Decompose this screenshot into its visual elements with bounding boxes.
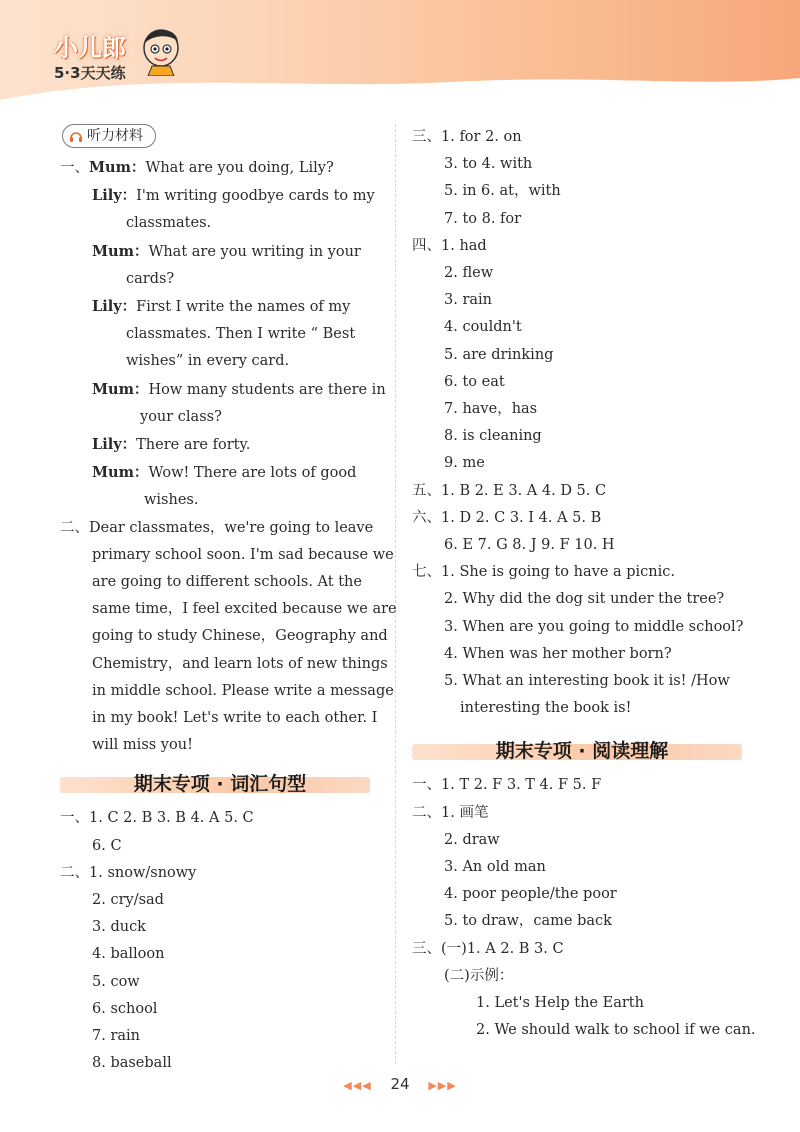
dialogue-line [60,154,380,182]
answer-line: 8. baseball [92,1055,172,1072]
right-column [412,124,756,1045]
dialogue-text: First I write the names of my [136,299,351,316]
section-number: 二、 [60,519,89,536]
answer-line: 7. have，has [444,401,538,418]
answer-line: 2. Why did the dog sit under the tree? [444,591,725,608]
dialogue-line [60,321,380,348]
dialogue-line [60,487,380,514]
answer-line: 三、1. for 2. on [412,129,522,145]
answer-line: 3. An old man [444,859,546,876]
passage-line: going to study Chinese，Geography and [92,628,388,645]
passage-line: 二、Dear classmates，we're going to leave [60,519,374,536]
column-divider [395,124,396,1064]
listening-tag-label: 听力材料 [87,128,143,144]
answers-s5: 五、1. B 2. E 3. A 4. D 5. C [412,482,607,499]
answer-line: 3. rain [444,292,492,309]
answer-line: interesting the book is! [460,700,632,717]
dialogue-line [60,210,380,237]
section-number: 二、 [60,864,89,881]
answer-line: 六、1. D 2. C 3. I 4. A 5. B [412,509,602,526]
listening-q1 [60,154,386,515]
passage-line: in my book! Let's write to each other. I [92,710,378,727]
answers-s3 [412,124,752,233]
dialogue-line [60,182,380,210]
speaker: Mum： [92,380,149,398]
answer-line: 2. We should walk to school if we can. [476,1022,756,1039]
section-number: 四、 [412,237,441,254]
dialogue-text: I'm writing goodbye cards to my [136,188,375,205]
answer-line: 5. in 6. at，with [444,183,561,200]
mascot-boy-icon [138,24,184,76]
dialogue-text: What are you doing, Lily? [145,160,334,176]
passage-line: are going to different schools. At the [92,574,362,591]
answer-line: 7. rain [92,1028,140,1045]
vocab-section-header [60,769,380,799]
dialogue-text: your class? [140,408,222,425]
dialogue-text: wishes. [144,492,199,509]
speaker: Lily： [92,436,137,454]
answer-line: (二)示例： [444,967,514,984]
left-column [60,124,397,1078]
dialogue-text: How many students are there in [148,381,386,398]
answers-s6 [412,505,752,559]
answer-line: 4. couldn't [444,319,522,336]
logo-subtitle: 5·3天天练 [54,64,126,82]
vocab-section-title: 期末专项 · 词汇句型 [133,773,307,796]
answer-line: 三、(一)1. A 2. B 3. C [412,940,564,957]
answer-line: 二、1. snow/snowy [60,864,197,881]
reading-answers [412,772,756,1044]
speaker: Mum： [92,464,149,482]
section-number: 一、 [60,160,89,176]
page-footer [0,1075,800,1093]
answer-line: 3. duck [92,919,146,936]
answer-line: 七、1. She is going to have a picnic. [412,564,676,581]
logo-title: 小儿郎 [54,34,126,62]
answer-line: 一、1. T 2. F 3. T 4. F 5. F [412,777,602,794]
answer-line: 6. C [92,837,122,854]
dialogue-text: wishes” in every card. [126,353,290,370]
dialogue-line [60,404,380,431]
speaker: Lily： [92,187,137,205]
logo [50,22,190,92]
passage-line: Chemistry，and learn lots of new things [92,655,388,672]
answer-line: 二、1. 画笔 [412,804,489,821]
answer-line: 5. are drinking [444,346,554,363]
answer-line: 4. poor people/the poor [444,886,617,903]
speaker: Mum： [89,159,146,176]
answer-line: 9. me [444,455,485,472]
answer-line: 3. to 4. with [444,156,533,173]
passage-line: same time，I feel excited because we are [92,601,397,618]
answer-line: 5. What an interesting book it is! /How [444,673,730,690]
reading-section-header [412,736,752,766]
answer-line: 7. to 8. for [444,210,522,227]
speaker: Lily： [92,298,137,316]
answer-line: 4. When was her mother born? [444,645,672,662]
answer-line: 4. balloon [92,946,165,963]
dialogue-text: classmates. Then I write “ Best [126,326,356,343]
listening-tag [62,124,156,148]
answer-line: 8. is cleaning [444,428,542,445]
section-number: 二、 [412,804,441,821]
section-number: 七、 [412,564,441,581]
dialogue-line [60,266,380,293]
left-arrows-icon: ◀◀◀ [343,1079,372,1092]
headphone-icon [69,129,83,143]
dialogue-text: classmates. [126,215,212,232]
answer-line: 5. to draw，came back [444,913,612,930]
dialogue-line [60,459,380,487]
answer-line: 2. flew [444,265,494,282]
dialogue-line [60,376,386,404]
answer-line: 一、1. C 2. B 3. B 4. A 5. C [60,810,254,827]
answer-line: 6. E 7. G 8. J 9. F 10. H [444,537,615,554]
dialogue-line [60,431,380,459]
listening-q2 [60,515,397,760]
vocab-answers [60,805,380,1077]
answer-line: 2. draw [444,831,500,848]
answer-line: 四、1. had [412,237,487,254]
dialogue-text: What are you writing in your [148,243,361,260]
answers-s7 [412,559,752,722]
dialogue-line [60,293,380,321]
answer-line: 5. cow [92,973,140,990]
passage-line: primary school soon. I'm sad because we [92,546,394,563]
reading-section-title: 期末专项 · 阅读理解 [495,740,669,763]
answers-s4 [412,233,752,478]
passage-line: in middle school. Please write a message [92,682,394,699]
passage-line: will miss you! [92,737,193,754]
dialogue-text: cards? [126,270,175,287]
dialogue-text: Wow! There are lots of good [148,465,357,482]
dialogue-line [60,348,380,375]
speaker: Mum： [92,242,149,260]
answer-line: 3. When are you going to middle school? [444,618,744,635]
dialogue-text: There are forty. [136,437,251,454]
answer-line: 1. Let's Help the Earth [476,995,644,1012]
answer-line: 2. cry/sad [92,892,164,909]
right-arrows-icon: ▶▶▶ [428,1079,457,1092]
answer-line: 6. to eat [444,373,505,390]
answer-line: 6. school [92,1000,158,1017]
page-number: 24 [390,1075,410,1093]
dialogue-line [60,238,380,266]
